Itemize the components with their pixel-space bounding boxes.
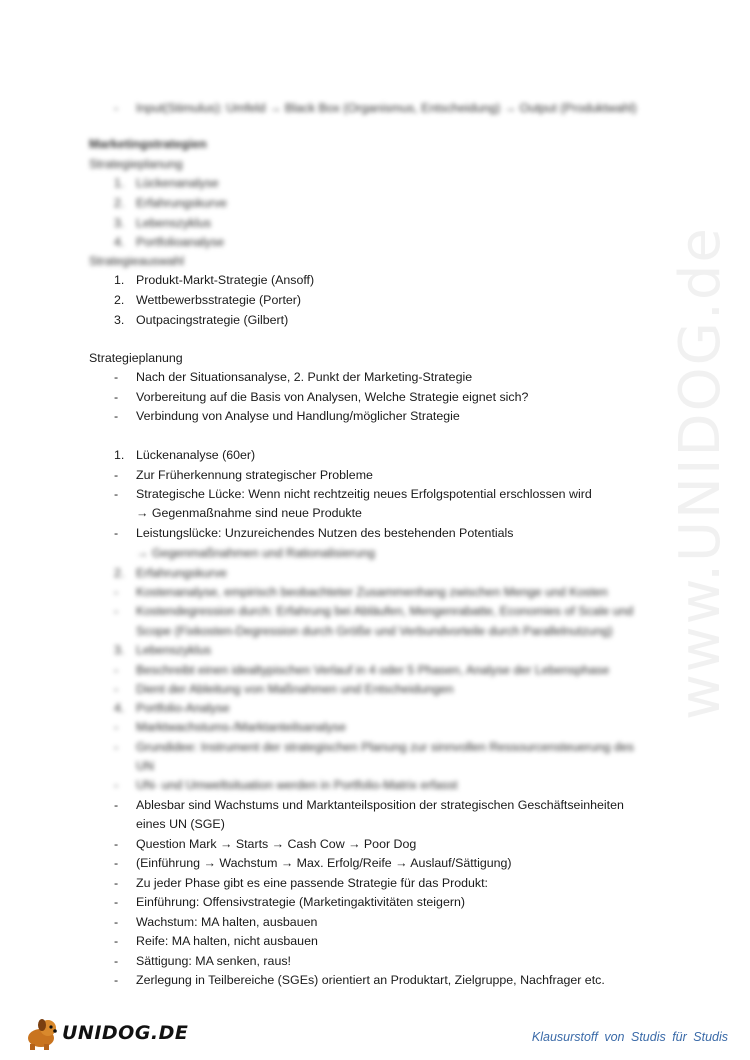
line-text: Portfolio-Analyse [136, 701, 230, 715]
line-text: UN- und Umweltsituation werden in Portfolio-Matrix erfasst [136, 778, 458, 792]
line-text: Zur Früherkennung strategischer Probleme [136, 468, 373, 482]
list-marker: 4. [114, 235, 125, 249]
line-text: Nach der Situationsanalyse, 2. Punkt der Marketing-Strategie [136, 370, 473, 384]
line-text: Zerlegung in Teilbereiche (SGEs) orientiert an Produktart, Zielgruppe, Nachfrager etc. [136, 973, 605, 987]
list-marker: 2. [114, 196, 125, 210]
line-text: Lückenanalyse [136, 176, 219, 190]
line-text: Vorbereitung auf die Basis von Analysen, Welche Strategie eignet sich? [136, 390, 529, 404]
line-text: Portfolioanalyse [136, 235, 225, 249]
list-marker: - [114, 778, 119, 792]
list-marker: 2. [114, 566, 125, 580]
line-text: Einführung: Offensivstrategie (Marketingaktivitäten steigern) [136, 895, 465, 909]
list-marker: - [114, 370, 119, 384]
line-text: Beschreibt einen idealtypischen Verlauf in 4 oder 5 Phasen, Analyse der Lebensphase [136, 663, 610, 677]
line-text: Dient der Ableitung von Maßnahmen und Entscheidungen [136, 682, 454, 696]
line-text: Erfahrungskurve [136, 566, 227, 580]
list-marker: - [114, 973, 119, 987]
list-marker: 2. [114, 293, 125, 307]
line-text: Input(Stimulus): Umfeld → Black Box (Organismus, Entscheidung) → Output (Produktwahl) [136, 101, 637, 115]
line-text: Marktwachstums-/Marktanteilsanalyse [136, 720, 347, 734]
list-marker: - [114, 934, 119, 948]
line-text: Erfahrungskurve [136, 196, 227, 210]
line-text: Strategieplanung [89, 157, 183, 171]
watermark: www.UNIDOG.de [668, 226, 733, 720]
line-text: Strategieplanung [89, 351, 183, 365]
line-text: (Einführung → Wachstum → Max. Erfolg/Reife → Auslauf/Sättigung) [136, 856, 512, 870]
list-marker: - [114, 895, 119, 909]
line-text: Kostenanalyse, empirisch beobachteter Zusammenhang zwischen Menge und Kosten [136, 585, 608, 599]
line-text: Outpacingstrategie (Gilbert) [136, 313, 289, 327]
list-marker: - [114, 101, 119, 115]
list-marker: 3. [114, 313, 125, 327]
list-marker: - [114, 720, 119, 734]
list-marker: - [114, 740, 119, 754]
list-marker: - [114, 526, 119, 540]
line-text: Kostendegression durch: Erfahrung bei Abläufen, Mengenrabatte, Economies of Scale und [136, 604, 634, 618]
list-marker: - [114, 487, 119, 501]
line-text: Verbindung von Analyse und Handlung/möglicher Strategie [136, 409, 460, 423]
line-text: Strategieauswahl [89, 254, 185, 268]
footer-slogan: Klausurstoff von Studis für Studis [531, 1030, 728, 1044]
list-marker: - [114, 604, 119, 618]
list-marker: 1. [114, 273, 125, 287]
list-marker: - [114, 837, 119, 851]
list-marker: 1. [114, 448, 125, 462]
list-marker: 3. [114, 643, 125, 657]
line-text: Produkt-Markt-Strategie (Ansoff) [136, 273, 315, 287]
line-text: → Gegenmaßnahmen und Rationalisierung [136, 546, 376, 560]
line-text: Strategische Lücke: Wenn nicht rechtzeitig neues Erfolgspotential erschlossen wird [136, 487, 592, 501]
line-text: Leistungslücke: Unzureichendes Nutzen des bestehenden Potentials [136, 526, 514, 540]
list-marker: - [114, 915, 119, 929]
line-text: UN [136, 759, 154, 773]
line-text: Zu jeder Phase gibt es eine passende Strategie für das Produkt: [136, 876, 488, 890]
line-text: Wettbewerbsstrategie (Porter) [136, 293, 302, 307]
line-text: Lebenszyklus [136, 216, 212, 230]
line-text: Marketingstrategien [89, 137, 207, 151]
list-marker: 4. [114, 701, 125, 715]
list-marker: - [114, 798, 119, 812]
line-text: Lückenanalyse (60er) [136, 448, 256, 462]
line-text: Scope (Fixkosten-Degression durch Größe und Verbundvorteile durch Parallelnutzung) [136, 624, 613, 638]
list-marker: - [114, 682, 119, 696]
logo-text: UNIDOG.DE [62, 1022, 189, 1044]
list-marker: - [114, 409, 119, 423]
list-marker: - [114, 954, 119, 968]
list-marker: - [114, 390, 119, 404]
list-marker: - [114, 876, 119, 890]
line-text: → Gegenmaßnahme sind neue Produkte [136, 506, 362, 520]
list-marker: - [114, 468, 119, 482]
line-text: Lebenszyklus [136, 643, 212, 657]
list-marker: - [114, 585, 119, 599]
dog-icon [22, 1016, 60, 1050]
line-text: eines UN (SGE) [136, 817, 225, 831]
list-marker: - [114, 663, 119, 677]
line-text: Grundidee: Instrument der strategischen Planung zur sinnvollen Ressourcensteuerung des [136, 740, 634, 754]
line-text: Question Mark → Starts → Cash Cow → Poor Dog [136, 837, 417, 851]
list-marker: 3. [114, 216, 125, 230]
line-text: Sättigung: MA senken, raus! [136, 954, 291, 968]
line-text: Ablesbar sind Wachstums und Marktanteilsposition der strategischen Geschäftseinheiten [136, 798, 624, 812]
list-marker: - [114, 856, 119, 870]
list-marker: 1. [114, 176, 125, 190]
unidog-logo [22, 1016, 189, 1050]
line-text: Wachstum: MA halten, ausbauen [136, 915, 318, 929]
line-text: Reife: MA halten, nicht ausbauen [136, 934, 318, 948]
